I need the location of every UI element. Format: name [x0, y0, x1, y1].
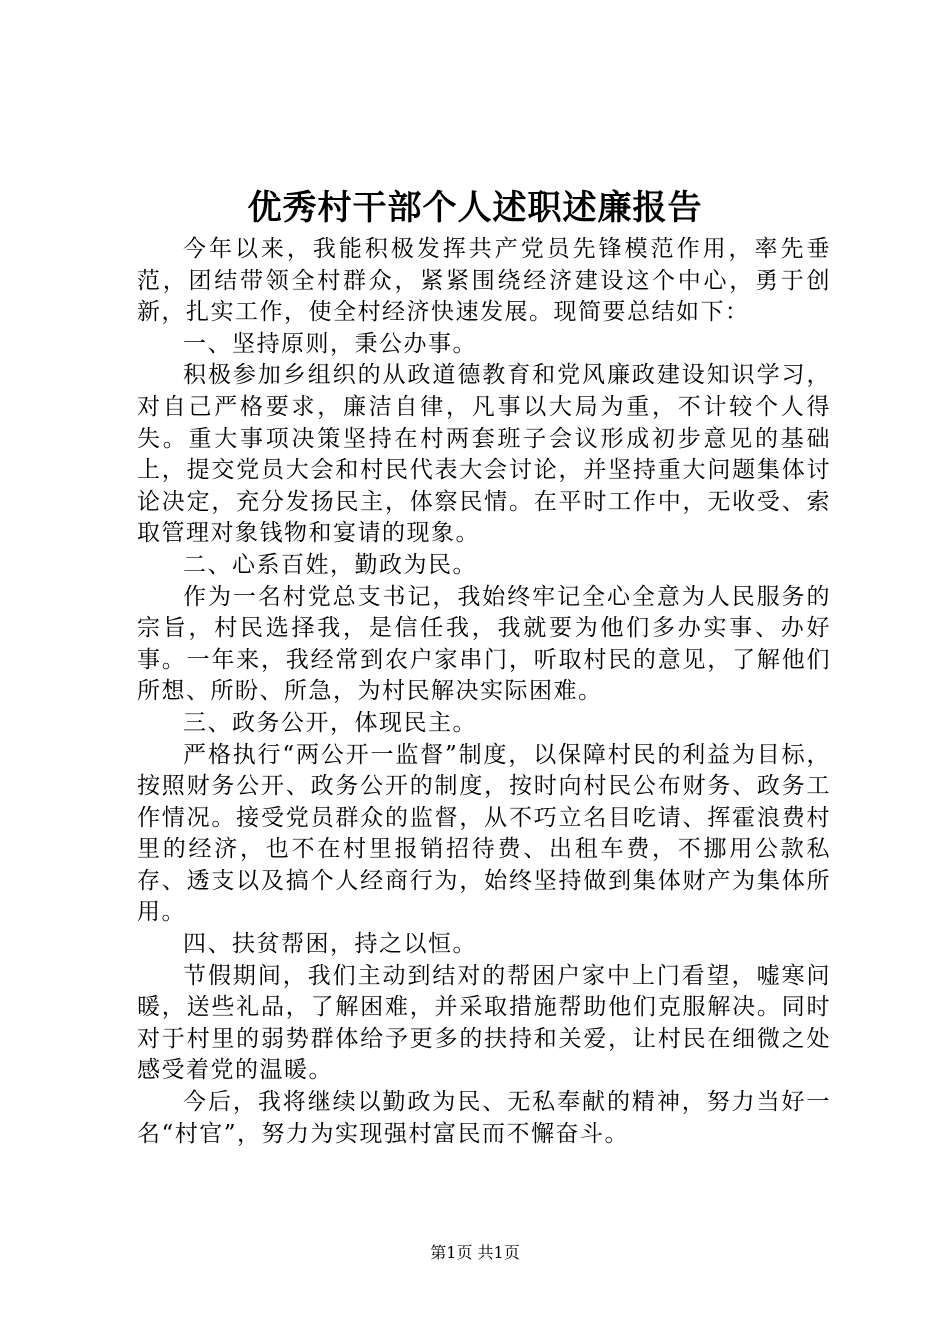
paragraph-section-1: 积极参加乡组织的从政道德教育和党风廉政建设知识学习，对自己严格要求，廉洁自律，凡事以大局为重，不计较个人得失。重大事项决策坚持在村两套班子会议形成初步意见的基础上，提交党员大会和村民代表大会讨论，并坚持重大问题集体讨论决定，充分发扬民主，体察民情。在平时工作中，无收受、索取管理对象钱物和宴请的现象。: [137, 362, 831, 547]
paragraph-section-3: 严格执行“两公开一监督”制度，以保障村民的利益为目标，按照财务公开、政务公开的制度，按时向村民公布财务、政务工作情况。接受党员群众的监督，从不巧立名目吃请、挥霍浪费村里的经济，也不在村里报销招待费、出租车费，不挪用公款私存、透支以及搞个人经商行为，始终坚持做到集体财产为集体所用。: [137, 741, 831, 926]
section-heading-4: 四、扶贫帮困，持之以恒。: [183, 931, 477, 958]
section-heading-2: 二、心系百姓，勤政为民。: [183, 551, 477, 578]
section-heading-3: 三、政务公开，体现民主。: [183, 709, 477, 736]
paragraph-section-2: 作为一名村党总支书记，我始终牢记全心全意为人民服务的宗旨，村民选择我，是信任我，我就要为他们多办实事、办好事。一年来，我经常到农户家串门，听取村民的意见，了解他们所想、所盼、所急，为村民解决实际困难。: [137, 583, 831, 705]
section-heading-1: 一、坚持原则，秉公办事。: [183, 330, 477, 357]
document-title: 优秀村干部个人述职述廉报告: [247, 188, 703, 228]
paragraph-intro: 今年以来，我能积极发挥共产党员先锋模范作用，率先垂范，团结带领全村群众，紧紧围绕经济建设这个中心，勇于创新，扎实工作，使全村经济快速发展。现简要总结如下：: [137, 236, 831, 326]
paragraph-conclusion: 今后，我将继续以勤政为民、无私奉献的精神，努力当好一名“村官”，努力为实现强村富民而不懈奋斗。: [137, 1089, 831, 1147]
page-number-footer: 第1页 共1页: [430, 1243, 520, 1262]
paragraph-section-4: 节假期间，我们主动到结对的帮困户家中上门看望，嘘寒问暖，送些礼品，了解困难，并采取措施帮助他们克服解决。同时对于村里的弱势群体给予更多的扶持和关爱，让村民在细微之处感受着党的温暖。: [137, 962, 831, 1084]
document-body: [137, 234, 831, 1150]
